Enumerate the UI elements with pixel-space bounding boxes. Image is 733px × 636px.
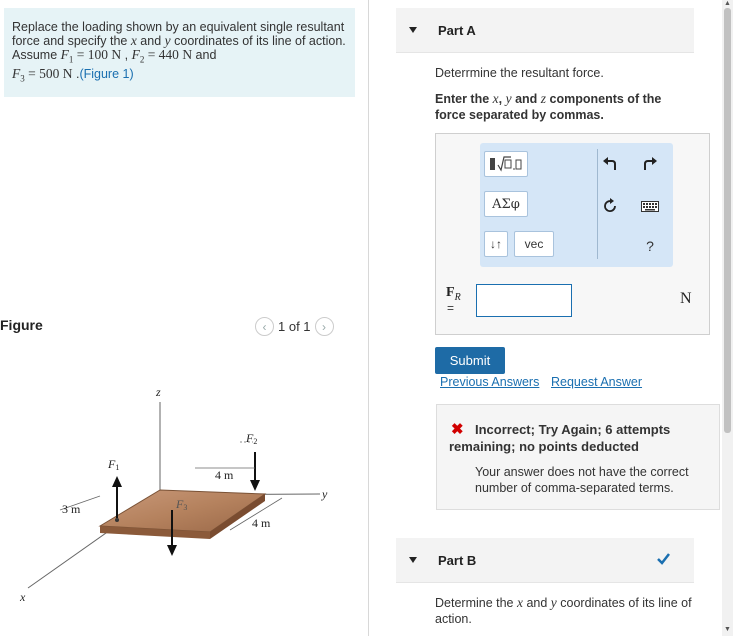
previous-answers-link[interactable]: Previous Answers: [440, 375, 540, 389]
next-figure-button[interactable]: [315, 317, 334, 336]
reset-icon: [602, 198, 618, 214]
y-label: y: [322, 487, 328, 501]
f2-label: F2: [246, 431, 258, 446]
template-icon: [489, 155, 523, 173]
figure-pager: [255, 317, 334, 336]
keyboard-icon: [641, 201, 659, 212]
z-label: z: [156, 385, 161, 399]
figure-link[interactable]: (Figure 1): [79, 66, 134, 81]
keyboard-button[interactable]: [638, 195, 662, 217]
reset-button[interactable]: [598, 195, 622, 217]
x-label: x: [20, 590, 26, 604]
part-a-header[interactable]: [396, 8, 694, 53]
vec-button[interactable]: vec: [514, 231, 554, 257]
complete-check-icon: [656, 551, 671, 566]
collapse-triangle-icon: [409, 557, 417, 563]
dim-3m-label: 3 m: [62, 502, 81, 516]
request-answer-link[interactable]: Request Answer: [551, 375, 643, 389]
problem-statement: Replace the loading shown by an equivalent single resultant force and specify the x and y coordinates of its line of action. Assume $F_1 = 100$ N , $F_2 = 440$ N and $F_3 = 500$ N .(Figure 1): [4, 8, 355, 97]
pane-divider: [368, 0, 369, 636]
incorrect-icon: ✖: [451, 421, 464, 438]
scrollbar-thumb[interactable]: [724, 8, 731, 433]
f1-arrowhead: [112, 476, 122, 487]
dim-4m-top-label: 4 m: [215, 468, 234, 482]
figure-image: [0, 370, 368, 636]
answer-input[interactable]: [476, 284, 572, 317]
part-b-label: Part B: [438, 552, 477, 568]
f1-label: F1: [108, 457, 120, 472]
part-a-label: Part A: [438, 22, 476, 38]
math-toolbar: [480, 143, 673, 267]
feedback-message: Your answer does not have the correct number of comma-separated terms.: [475, 465, 689, 495]
f2-arrowhead: [250, 480, 260, 491]
redo-button[interactable]: [638, 153, 662, 175]
figure-heading: Figure: [0, 317, 43, 333]
help-button[interactable]: ?: [646, 238, 654, 254]
answer-equals: =: [447, 301, 455, 315]
part-a-instruction: Deterrmine the resultant force.: [435, 66, 604, 80]
answer-variable-label: $F_R$: [446, 285, 461, 303]
scroll-down-icon[interactable]: ▼: [724, 626, 731, 633]
feedback-title: Incorrect; Try Again; 6 attempts remaining; no points deducted: [449, 422, 671, 454]
scroll-up-icon[interactable]: ▲: [724, 0, 731, 7]
prev-figure-button[interactable]: [255, 317, 274, 336]
f3-arrowhead: [167, 545, 177, 556]
f3-label: F3: [176, 497, 188, 512]
undo-button[interactable]: [598, 153, 622, 175]
sort-button[interactable]: ↓↑: [484, 231, 508, 257]
greek-button[interactable]: ΑΣφ: [484, 191, 528, 217]
pager-text: 1 of 1: [278, 319, 311, 334]
collapse-triangle-icon: [409, 27, 417, 33]
dim-4m-side-label: 4 m: [252, 516, 271, 530]
part-a-enter-instruction: Enter the x, y and z components of the force separated by commas.: [435, 91, 662, 122]
template-button[interactable]: [484, 151, 528, 177]
chevron-left-icon: ‹: [262, 319, 267, 334]
part-b-header[interactable]: [396, 538, 694, 583]
chevron-right-icon: ›: [322, 319, 327, 334]
redo-icon: [642, 157, 658, 171]
answer-unit: N: [680, 290, 692, 307]
submit-button[interactable]: Submit: [435, 347, 505, 374]
undo-icon: [602, 157, 618, 171]
part-b-instruction: Determine the x and y coordinates of its line of action.: [435, 595, 692, 626]
